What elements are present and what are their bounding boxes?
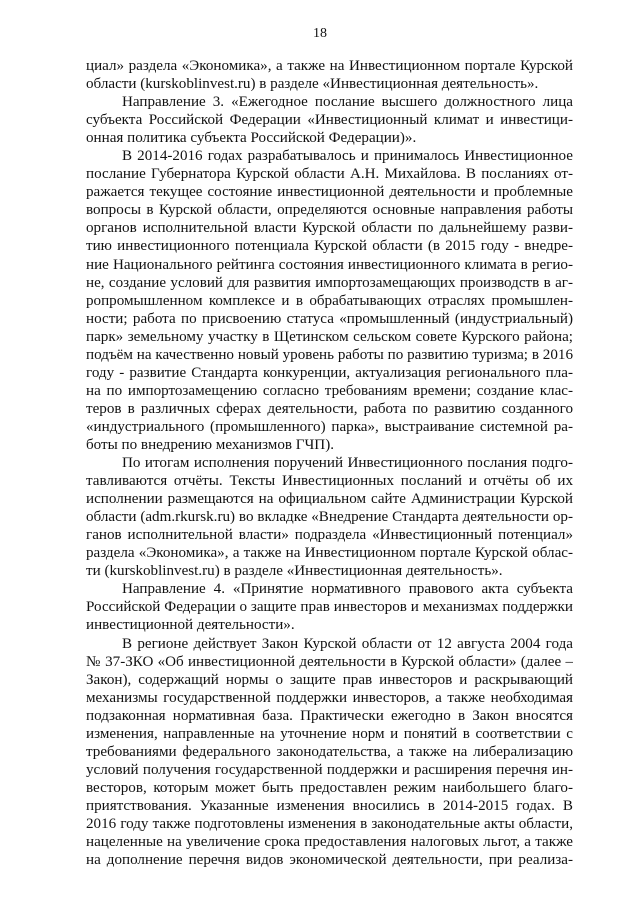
- text-line: изменения, направленные на уточнение норм и понятий в соответствии с: [86, 725, 573, 742]
- body-text: [86, 57, 573, 869]
- text-line: области (adm.rkursk.ru) во вкладке «Внедрение Стандарта деятельности ор-: [86, 509, 573, 526]
- text-line: боты по внедрению механизмов ГЧП).: [86, 436, 335, 453]
- text-line: ропромышленном комплексе и в обрабатывающих отраслях промышлен-: [86, 292, 573, 309]
- paragraph: [86, 635, 573, 870]
- text-line: раздела «Экономика», а также на Инвестиционном портале Курской облас-: [86, 545, 573, 562]
- text-line: ражается текущее состояние инвестиционной деятельности и проблемные: [86, 184, 573, 201]
- text-line: Направление 3. «Ежегодное послание высшего должностного лица: [122, 94, 573, 111]
- text-line: требованиями федерального законодательства, а также на либерализацию: [86, 743, 573, 760]
- text-line: тию инвестиционного потенциала Курской области (в 2015 году - внедре-: [86, 238, 573, 255]
- text-line: парк» земельному участку в Щетинском сельском совете Курского района;: [86, 328, 573, 345]
- text-line: подзаконная нормативная база. Практически ежегодно в Закон вносятся: [86, 707, 573, 724]
- paragraph: [86, 580, 573, 634]
- text-line: В 2014-2016 годах разрабатывалось и принималось Инвестиционное: [122, 148, 573, 165]
- text-line: ности; работа по присвоению статуса «промышленный (индустриальный): [86, 310, 573, 327]
- text-line: Направление 4. «Принятие нормативного правового акта субъекта: [122, 581, 573, 598]
- text-line: не, создание условий для развития импортозамещающих производств в аг-: [86, 274, 573, 291]
- text-line: весторов, которым может быть предоставлен режим наибольшего благо-: [86, 779, 573, 796]
- text-line: тавливаются отчёты. Тексты Инвестиционных посланий и отчёты об их: [86, 473, 573, 490]
- text-line: году - развитие Стандарта конкуренции, актуализация регионального пла-: [86, 364, 573, 381]
- text-line: 2016 году также подготовлены изменения в законодательные акты области,: [86, 815, 573, 832]
- paragraph: [86, 147, 573, 454]
- text-line: № 37-ЗКО «Об инвестиционной деятельности в Курской области» (далее –: [86, 653, 573, 670]
- text-line: приятствования. Указанные изменения вносились в 2014-2015 годах. В: [86, 797, 573, 814]
- text-line: на дополнение перечня видов экономической деятельности, при реализа-: [86, 852, 573, 869]
- text-line: механизмы государственной поддержки инвесторов, а также необходимая: [86, 689, 573, 706]
- paragraph: [86, 454, 573, 580]
- text-line: на по импортозамещению согласно требованиям времени; создание клас-: [86, 382, 573, 399]
- text-line: онная политика субъекта Российской Федерации)».: [86, 130, 417, 147]
- text-line: инвестиционной деятельности».: [86, 617, 295, 634]
- text-line: вопросы в Курской области, определяются основные направления работы: [86, 202, 573, 219]
- paragraph: [86, 93, 573, 147]
- text-line: ганов исполнительной власти» подраздела «Инвестиционный потенциал»: [86, 527, 573, 544]
- text-line: исполнении размещаются на официальном сайте Администрации Курской: [86, 491, 573, 508]
- text-line: послание Губернатора Курской области А.Н. Михайлова. В посланиях от-: [86, 166, 573, 183]
- text-line: нацеленные на увеличение срока предоставления налоговых льгот, а также: [86, 834, 573, 851]
- text-line: теров в различных сферах деятельности, работа по развитию созданного: [86, 400, 573, 417]
- text-line: подъём на качественно новый уровень работы по развитию туризма; в 2016: [86, 346, 573, 363]
- text-line: органов исполнительной власти Курской области по дальнейшему разви-: [86, 220, 573, 237]
- text-line: Закон), содержащий нормы о защите прав инвесторов и раскрывающий: [86, 671, 573, 688]
- text-line: ние Национального рейтинга состояния инвестиционного климата в регио-: [86, 256, 573, 273]
- text-line: субъекта Российской Федерации «Инвестиционный климат и инвестици-: [86, 112, 573, 129]
- page-number: 18: [313, 26, 327, 41]
- paragraph: [86, 57, 573, 93]
- text-line: «индустриального (промышленного) парка», выстраивание системной ра-: [86, 418, 573, 435]
- text-line: циал» раздела «Экономика», а также на Инвестиционном портале Курской: [86, 58, 573, 74]
- text-line: условий получения государственной поддержки и расширения перечня ин-: [86, 761, 573, 778]
- text-line: Российской Федерации о защите прав инвесторов и механизмах поддержки: [86, 599, 573, 616]
- text-line: В регионе действует Закон Курской области от 12 августа 2004 года: [122, 635, 573, 652]
- text-line: области (kurskoblinvest.ru) в разделе «Инвестиционная деятельность».: [86, 76, 539, 93]
- text-line: По итогам исполнения поручений Инвестиционного послания подго-: [122, 455, 573, 472]
- text-line: ти (kurskoblinvest.ru) в разделе «Инвестиционная деятельность».: [86, 563, 503, 580]
